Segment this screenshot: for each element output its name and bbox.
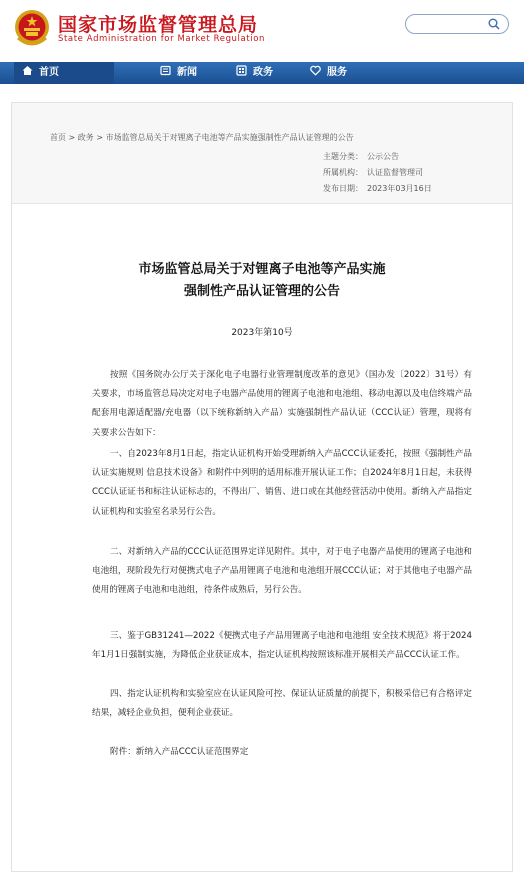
meta-category [323,151,399,162]
home-icon [22,65,33,76]
nav-item-label: 政务 [253,67,273,78]
attachment-link[interactable]: 附件：新纳入产品CCC认证范围界定 [110,747,249,757]
article-title-line-2: 强制性产品认证管理的公告 [183,284,340,299]
article-paragraph-intro: 按照《国务院办公厅关于深化电子电器行业管理制度改革的意见》（国办发〔2022〕31号）有关要求，市场监管总局决定对电子电器产品使用的锂离子电池和电池组、移动电源以及电信终端产品配套用电源适配器/充电器（以下统称新纳入产品）实施强制性产品认证（CCC认证）管理，现将有关要求公告如下： [92,370,472,438]
meta-agency-label: 所属机构： [323,168,363,177]
news-icon [160,65,171,76]
document-number: 2023年第10号 [231,328,293,338]
article-paragraph-2: 二、对新纳入产品的CCC认证范围界定详见附件。其中，对于电子电器产品使用的锂离子电池和电池组，现阶段先行对便携式电子产品用锂离子电池和电池组开展CCC认证；对于其他电子电器产品使用的锂离子电池和电池组，待条件成熟后，另行公告。 [92,547,472,596]
site-subtitle: State Administration for Market Regulation [58,34,265,44]
service-icon [310,65,321,76]
article-paragraph-1: 一、自2023年8月1日起，指定认证机构开始受理新纳入产品CCC认证委托，按照《强制性产品认证实施规则 信息技术设备》和附件中列明的适用标准开展认证工作；自2024年8月1日起，未获得CCC认证证书和标注认证标志的，不得出厂、销售、进口或在其他经营活动中使用。新纳入产品指定认证机构和实验室名录另行公告。 [92,449,472,517]
nav-item-government[interactable] [236,62,273,84]
site-header [0,0,524,60]
meta-category-label: 主题分类： [323,152,363,161]
meta-agency [323,167,423,178]
breadcrumb[interactable]: 首页 > 政务 > 市场监管总局关于对锂离子电池等产品实施强制性产品认证管理的公告 [50,133,354,142]
search-input[interactable] [414,17,488,31]
article-paragraph-3: 三、鉴于GB31241—2022《便携式电子产品用锂离子电池和电池组 安全技术规范》将于2024年1月1日强制实施，为降低企业获证成本，指定认证机构按照该标准开展相关产品CCC认证工作。 [92,631,472,661]
government-icon [236,65,247,76]
meta-date-label: 发布日期： [323,184,363,193]
nav-item-news[interactable] [160,62,197,84]
meta-date [323,183,432,194]
article-paragraph-4: 四、指定认证机构和实验室应在认证风险可控、保证认证质量的前提下，积极采信已有合格评定结果，减轻企业负担，便利企业获证。 [92,689,472,719]
nav-item-home[interactable] [14,62,114,84]
search-icon[interactable] [488,18,500,30]
main-nav [0,62,524,84]
nav-item-label: 首页 [39,67,59,78]
nav-item-service[interactable] [310,62,347,84]
meta-agency-value: 认证监督管理司 [367,168,423,177]
article-meta-area [12,103,512,204]
nav-item-label: 新闻 [177,67,197,78]
article-card [11,102,513,872]
meta-date-value: 2023年03月16日 [367,184,432,193]
national-emblem-icon[interactable] [14,8,50,48]
site-title[interactable]: 国家市场监督管理总局 [58,14,259,36]
article-title-line-1: 市场监管总局关于对锂离子电池等产品实施 [138,262,386,277]
meta-category-value: 公示公告 [367,152,399,161]
nav-item-label: 服务 [327,67,347,78]
search-box [405,14,509,34]
